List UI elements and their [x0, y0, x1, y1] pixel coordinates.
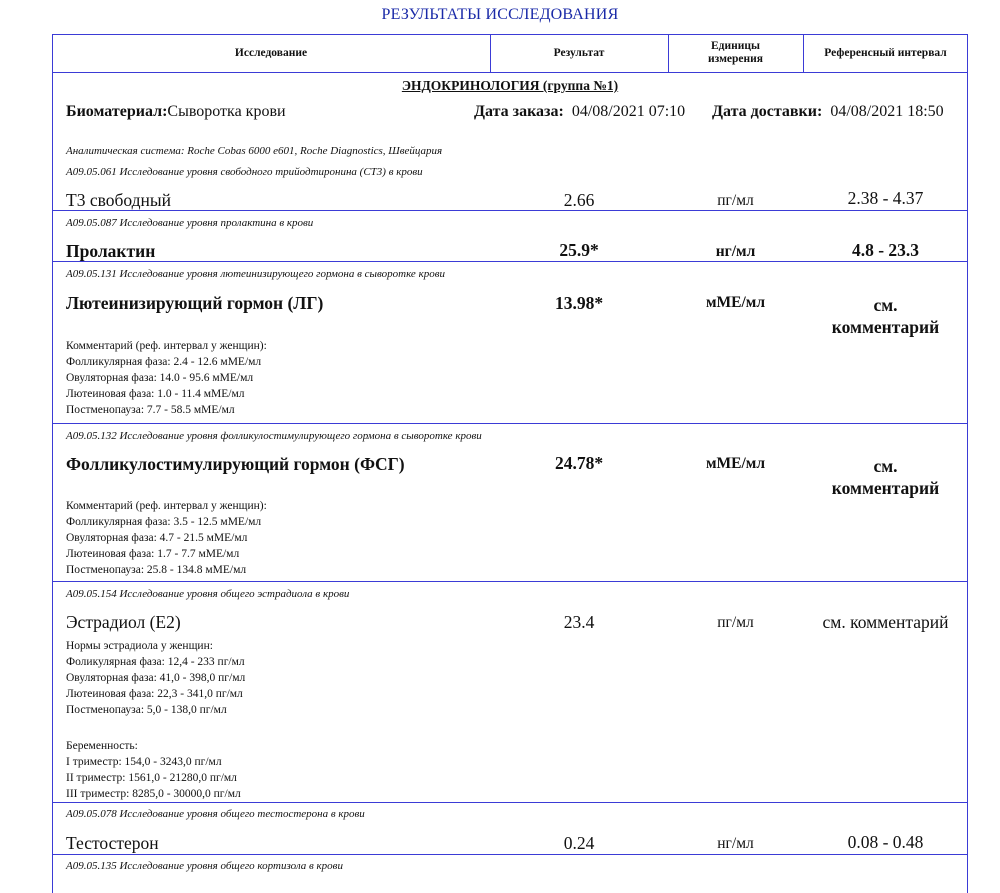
test-code: A09.05.132 Исследование уровня фолликулостимулирующего гормона в сыворотке крови	[66, 430, 482, 442]
col-header-units-line2: измерения	[708, 53, 763, 65]
test-name: Тестостерон	[66, 833, 159, 853]
test-reference: 0.08 - 0.48	[847, 832, 924, 852]
test-name: Пролактин	[66, 241, 156, 261]
col-header-result: Результат	[553, 46, 605, 59]
test-name: Фолликулостимулирующий гормон (ФСГ)	[66, 454, 405, 474]
comment-line: Нормы эстрадиола у женщин:	[66, 640, 213, 652]
biomaterial-label: Биоматериал:	[66, 103, 168, 120]
test-code: A09.05.131 Исследование уровня лютеинизирующего гормона в сыворотке крови	[66, 268, 445, 280]
test-reference-line2: комментарий	[831, 478, 940, 498]
row-divider	[52, 581, 968, 582]
test-result: 2.66	[563, 190, 595, 210]
test-code: A09.05.061 Исследование уровня свободного трийодтиронина (СТ3) в крови	[66, 166, 423, 178]
test-result: 24.78*	[554, 453, 604, 473]
comment-line: Фолликулярная фаза: 2.4 - 12.6 мМЕ/мл	[66, 356, 262, 368]
test-reference-line2: комментарий	[831, 317, 940, 337]
test-reference-line1: см.	[873, 295, 898, 315]
col-header-units	[668, 34, 803, 72]
order-date-label: Дата заказа:	[474, 103, 564, 120]
test-result: 0.24	[563, 833, 595, 853]
test-reference	[803, 455, 968, 499]
test-name: Эстрадиол (Е2)	[66, 612, 181, 632]
biomaterial-value: Сыворотка крови	[167, 103, 286, 120]
analytic-system: Аналитическая система: Roche Cobas 6000 e601, Roche Diagnostics, Швейцария	[66, 145, 443, 157]
test-comment	[66, 638, 245, 718]
test-result: 25.9*	[559, 240, 599, 260]
delivery-date-value: 04/08/2021 18:50	[830, 103, 944, 120]
test-code: A09.05.135 Исследование уровня общего кортизола в крови	[66, 860, 343, 872]
test-units: мМЕ/мл	[705, 455, 766, 472]
row-divider	[52, 261, 968, 262]
test-units: пг/мл	[717, 614, 754, 631]
test-units: нг/мл	[715, 243, 756, 260]
comment-line: I триместр: 154,0 - 3243,0 пг/мл	[66, 756, 222, 768]
delivery-date-label: Дата доставки:	[712, 103, 823, 120]
test-reference: 2.38 - 4.37	[847, 188, 924, 208]
group-title: ЭНДОКРИНОЛОГИЯ (группа №1)	[401, 78, 619, 93]
order-date	[474, 103, 685, 121]
comment-line: III триместр: 8285,0 - 30000,0 пг/мл	[66, 788, 241, 800]
comment-line: Беременность:	[66, 740, 138, 752]
test-units: пг/мл	[717, 192, 754, 209]
test-result: 13.98*	[554, 293, 604, 313]
test-comment	[66, 338, 267, 418]
test-name: Т3 свободный	[66, 190, 172, 210]
test-comment	[66, 498, 267, 578]
test-result: 23.4	[563, 612, 595, 632]
comment-line: Постменопауза: 25.8 - 134.8 мМЕ/мл	[66, 564, 247, 576]
test-pregnancy-note	[66, 738, 241, 802]
test-reference	[803, 294, 968, 338]
comment-line: Комментарий (реф. интервал у женщин):	[66, 500, 267, 512]
test-units: нг/мл	[717, 835, 754, 852]
row-divider	[52, 423, 968, 424]
comment-line: II триместр: 1561,0 - 21280,0 пг/мл	[66, 772, 237, 784]
row-divider	[52, 802, 968, 803]
header-divider	[52, 72, 968, 73]
col-header-reference: Референсный интервал	[824, 46, 947, 59]
comment-line: Постменопауза: 7.7 - 58.5 мМЕ/мл	[66, 404, 235, 416]
delivery-date	[712, 103, 944, 121]
test-code: A09.05.154 Исследование уровня общего эстрадиола в крови	[66, 588, 350, 600]
test-reference: 4.8 - 23.3	[851, 240, 920, 260]
comment-line: Постменопауза: 5,0 - 138,0 пг/мл	[66, 704, 227, 716]
row-divider	[52, 210, 968, 211]
biomaterial-row	[66, 103, 286, 121]
test-reference: см. комментарий	[822, 612, 949, 632]
comment-line: Лютеиновая фаза: 1.0 - 11.4 мМЕ/мл	[66, 388, 245, 400]
comment-line: Овуляторная фаза: 41,0 - 398,0 пг/мл	[66, 672, 246, 684]
comment-line: Фолликулярная фаза: 3.5 - 12.5 мМЕ/мл	[66, 516, 262, 528]
test-name: Лютеинизирующий гормон (ЛГ)	[66, 293, 324, 313]
report-title: РЕЗУЛЬТАТЫ ИССЛЕДОВАНИЯ	[381, 6, 619, 23]
col-header-study: Исследование	[234, 46, 308, 59]
test-reference-line1: см.	[873, 456, 898, 476]
test-code: A09.05.078 Исследование уровня общего тестостерона в крови	[66, 808, 365, 820]
order-date-value: 04/08/2021 07:10	[571, 103, 686, 120]
test-code: A09.05.087 Исследование уровня пролактина в крови	[66, 217, 314, 229]
comment-line: Фоликулярная фаза: 12,4 - 233 пг/мл	[66, 656, 245, 668]
test-units: мМЕ/мл	[705, 294, 766, 311]
comment-line: Овуляторная фаза: 4.7 - 21.5 мМЕ/мл	[66, 532, 248, 544]
comment-line: Лютеиновая фаза: 22,3 - 341,0 пг/мл	[66, 688, 243, 700]
row-divider	[52, 854, 968, 855]
comment-line: Овуляторная фаза: 14.0 - 95.6 мМЕ/мл	[66, 372, 254, 384]
comment-line: Комментарий (реф. интервал у женщин):	[66, 340, 267, 352]
comment-line: Лютеиновая фаза: 1.7 - 7.7 мМЕ/мл	[66, 548, 240, 560]
col-header-units-line1: Единицы	[711, 40, 760, 52]
